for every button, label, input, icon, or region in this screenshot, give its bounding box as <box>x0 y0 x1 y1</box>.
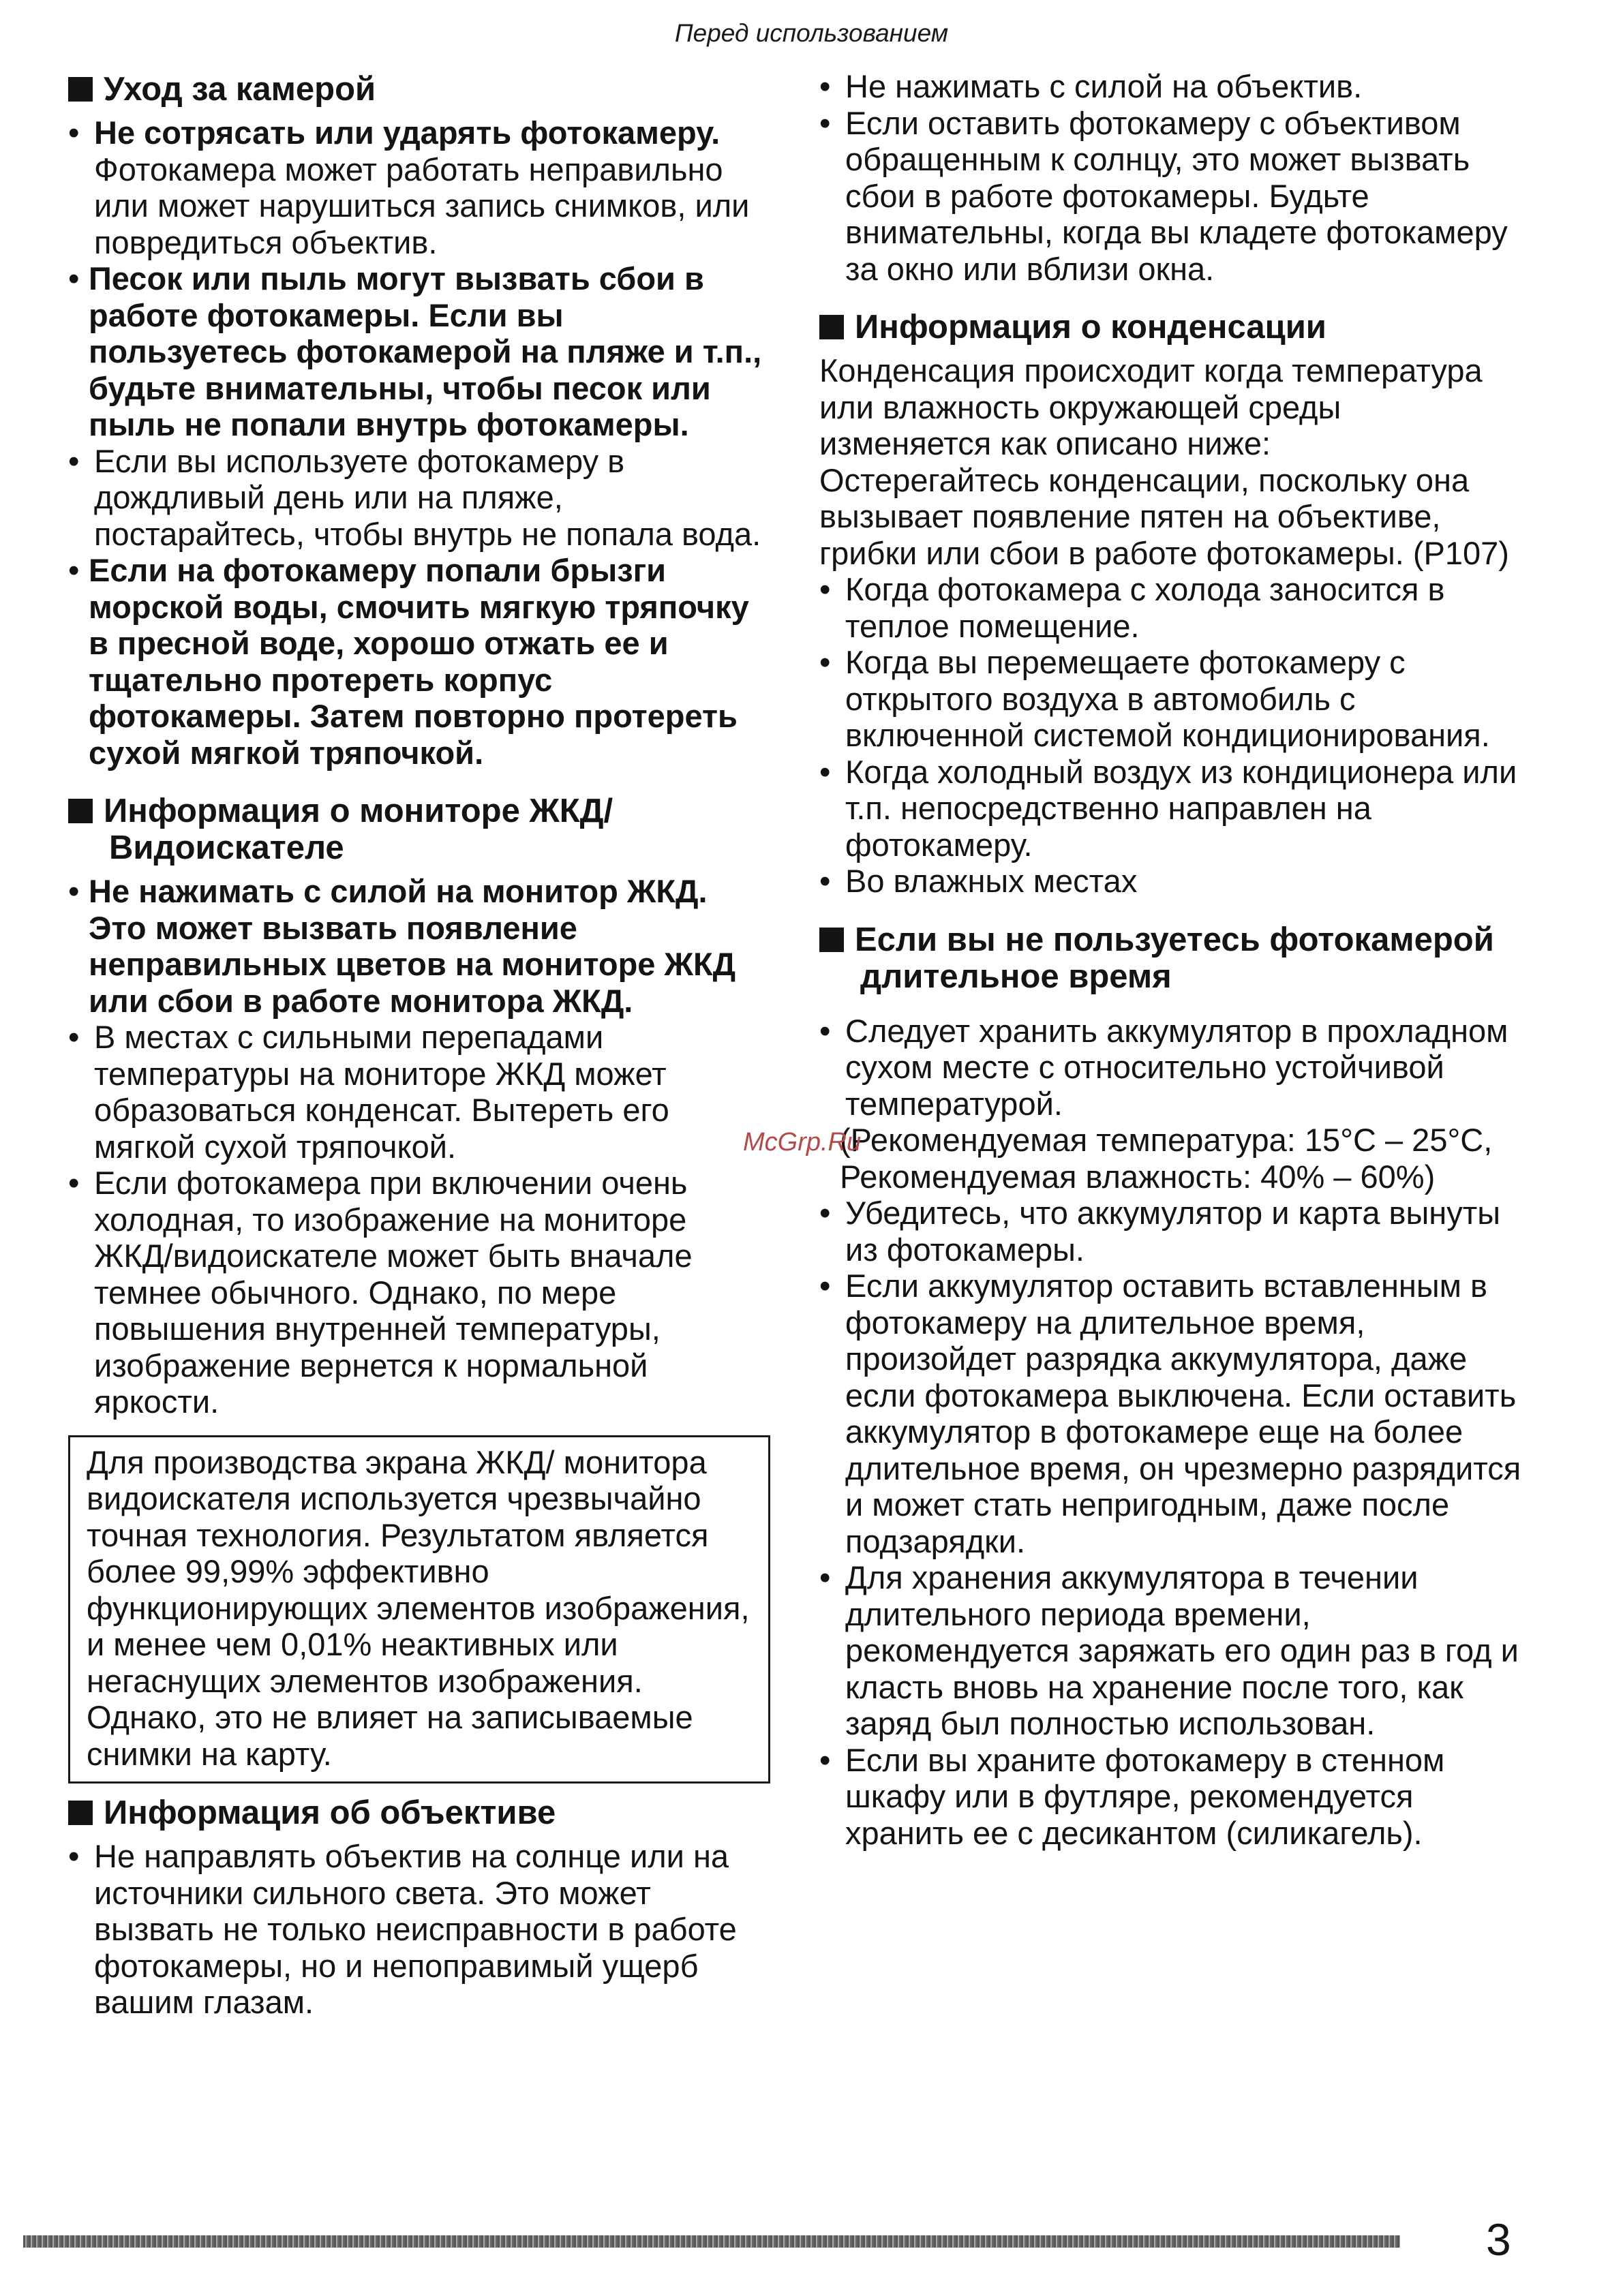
bullet-icon: • <box>68 1019 80 1055</box>
square-bullet-icon <box>68 799 93 823</box>
section-condensation <box>819 306 1521 900</box>
body-text: Не нажимать с силой на объектив. <box>845 68 1363 104</box>
bold-text: Если на фотокамеру попали брызги морской воды, смочить мягкую тряпочку в пресной воде, хорошо отжать ее и тщательно протереть корпус фотокамеры. Затем повторно протереть сухой мягкой тряпочкой. <box>89 552 749 771</box>
list-item <box>819 863 1521 900</box>
spacer <box>819 287 1521 306</box>
list-item <box>819 1195 1521 1268</box>
list-item <box>819 754 1521 863</box>
section-heading <box>819 919 1521 1002</box>
list-item <box>68 552 770 771</box>
spacer <box>819 900 1521 919</box>
bullet-icon: • <box>819 571 831 607</box>
section-lens-continued <box>819 68 1521 287</box>
list-item <box>819 644 1521 754</box>
heading-text: Если вы не пользуетесь фотокамерой длительное время <box>855 921 1494 995</box>
section-heading <box>819 306 1521 352</box>
section-camera-care <box>68 68 770 771</box>
bullet-icon: • <box>68 1165 80 1201</box>
heading-text: Информация о конденсации <box>855 309 1326 346</box>
body-text: Когда холодный воздух из кондиционера или т.п. непосредственно направлен на фотокамеру. <box>845 753 1517 863</box>
list-item <box>819 1013 1521 1122</box>
body-text: Не направлять объектив на солнце или на источники сильного света. Это может вызвать не только неисправности в работе фотокамеры, но и непоправимый ущерб вашим глазам. <box>94 1838 737 2020</box>
heading-text: Информация об объективе <box>104 1794 556 1831</box>
list-item <box>68 260 770 443</box>
bullet-icon: • <box>819 1268 831 1304</box>
square-bullet-icon <box>819 315 844 339</box>
square-bullet-icon <box>819 928 844 952</box>
body-text: Фотокамера может работать неправильно или может нарушиться запись снимков, или повредиться объектив. <box>94 151 750 260</box>
section-lens <box>68 1792 770 2021</box>
bullet-icon: • <box>68 260 80 296</box>
info-box-text: Для производства экрана ЖКД/ монитора видоискателя используется чрезвычайно точная технология. Результатом является более 99,99% эффективно функционирующих элементов изображения, и менее чем 0,01% неактивных или негаснущих элементов изображения. Однако, это не влияет на записываемые снимки на карту. <box>87 1443 750 1772</box>
bold-text: Песок или пыль могут вызвать сбои в работе фотокамеры. Если вы пользуетесь фотокамерой на пляже и т.п., будьте внимательны, чтобы песок или пыль не попали внутрь фотокамеры. <box>89 260 762 442</box>
bold-text: Не нажимать с силой на монитор ЖКД. Это может вызвать появление неправильных цветов на мониторе ЖКД или сбои в работе монитора ЖКД. <box>89 873 736 1019</box>
body-text: Если вы храните фотокамеру в стенном шкафу или в футляре, рекомендуется хранить ее с десикантом (силикагель). <box>845 1741 1445 1851</box>
paragraph: Конденсация происходит когда температура или влажность окружающей среды изменяется как описано ниже: <box>819 352 1483 461</box>
body-text: В местах с сильными перепадами температуры на мониторе ЖКД может образоваться конденсат. Вытереть его мягкой сухой тряпочкой. <box>94 1019 669 1165</box>
left-column <box>68 68 770 2021</box>
body-text: Если фотокамера при включении очень холодная, то изображение на мониторе ЖКД/видоискателе может быть вначале темнее обычного. Однако, по мере повышения внутренней температуры, изображение вернется к нормальной яркости. <box>94 1165 693 1420</box>
bullet-icon: • <box>68 873 80 909</box>
section-heading <box>68 790 770 873</box>
list-item <box>819 1742 1521 1852</box>
bullet-icon: • <box>819 104 831 141</box>
section-heading <box>68 1792 770 1838</box>
bullet-icon: • <box>819 644 831 680</box>
body-text: Следует хранить аккумулятор в прохладном сухом месте с относительно устойчивой температурой. <box>845 1012 1508 1122</box>
info-box <box>68 1435 770 1784</box>
bullet-icon: • <box>68 114 80 151</box>
body-text: Когда фотокамера с холода заносится в теплое помещение. <box>845 571 1445 644</box>
bullet-icon: • <box>68 1838 80 1874</box>
body-text: Для хранения аккумулятора в течении длительного периода времени, рекомендуется заряжать его один раз в год и класть вновь на хранение после того, как заряд был полностью использован. <box>845 1559 1519 1741</box>
bullet-icon: • <box>819 1195 831 1231</box>
page-header: Перед использованием <box>674 19 949 47</box>
body-text: Если аккумулятор оставить вставленным в фотокамеру на длительное время, произойдет разрядка аккумулятора, даже если фотокамера выключена. Если оставить аккумулятор в фотокамере еще на более длительное время, он чрезмерно разрядится и может стать непригодным, даже после подзарядки. <box>845 1268 1521 1559</box>
list-item <box>68 1165 770 1420</box>
list-item <box>819 1268 1521 1559</box>
heading-text: Информация о мониторе ЖКД/ Видоискателе <box>104 793 613 866</box>
bottom-rule <box>23 2235 1400 2248</box>
list-item <box>819 68 1521 105</box>
bullet-icon: • <box>819 1559 831 1595</box>
list-item <box>68 1019 770 1165</box>
section-monitor <box>68 790 770 1784</box>
body-text: Когда вы перемещаете фотокамеру с открытого воздуха в автомобиль с включенной системой кондиционирования. <box>845 644 1490 753</box>
square-bullet-icon <box>68 1801 93 1825</box>
body-text: Если вы используете фотокамеру в дождливый день или на пляже, постарайтесь, чтобы внутрь не попала вода. <box>94 442 761 552</box>
watermark-text: McGrp.Ru <box>743 1128 862 1157</box>
list-item <box>68 443 770 553</box>
page-number: 3 <box>1486 2214 1511 2265</box>
recommendation-note: (Рекомендуемая температура: 15°C – 25°C, Рекомендуемая влажность: 40% – 60%) <box>840 1122 1493 1195</box>
spacer <box>819 1002 1521 1013</box>
square-bullet-icon <box>68 77 93 102</box>
bullet-icon: • <box>819 1012 831 1049</box>
section-heading <box>68 68 770 114</box>
list-item <box>819 105 1521 288</box>
spacer <box>68 771 770 790</box>
bullet-icon: • <box>819 68 831 104</box>
heading-text: Уход за камерой <box>104 71 376 108</box>
body-text: Убедитесь, что аккумулятор и карта вынуты из фотокамеры. <box>845 1195 1501 1268</box>
paragraph: Остерегайтесь конденсации, поскольку она вызывает появление пятен на объективе, грибки или сбои в работе фотокамеры. (P107) <box>819 461 1509 571</box>
right-column <box>819 68 1521 1851</box>
bullet-icon: • <box>819 863 831 899</box>
list-item <box>68 873 770 1019</box>
section-storage <box>819 919 1521 1852</box>
list-item <box>68 114 770 260</box>
bullet-icon: • <box>819 1741 831 1778</box>
list-item <box>819 571 1521 644</box>
bold-text: Не сотрясать или ударять фотокамеру. <box>94 114 721 151</box>
list-item <box>68 1838 770 2021</box>
bullet-icon: • <box>68 552 80 588</box>
bullet-icon: • <box>68 442 80 479</box>
body-text: Если оставить фотокамеру с объективом обращенным к солнцу, это может вызвать сбои в работе фотокамеры. Будьте внимательны, когда вы кладете фотокамеру за окно или вблизи окна. <box>845 104 1508 287</box>
list-item <box>819 1559 1521 1742</box>
body-text: Во влажных местах <box>845 863 1138 899</box>
bullet-icon: • <box>819 753 831 790</box>
